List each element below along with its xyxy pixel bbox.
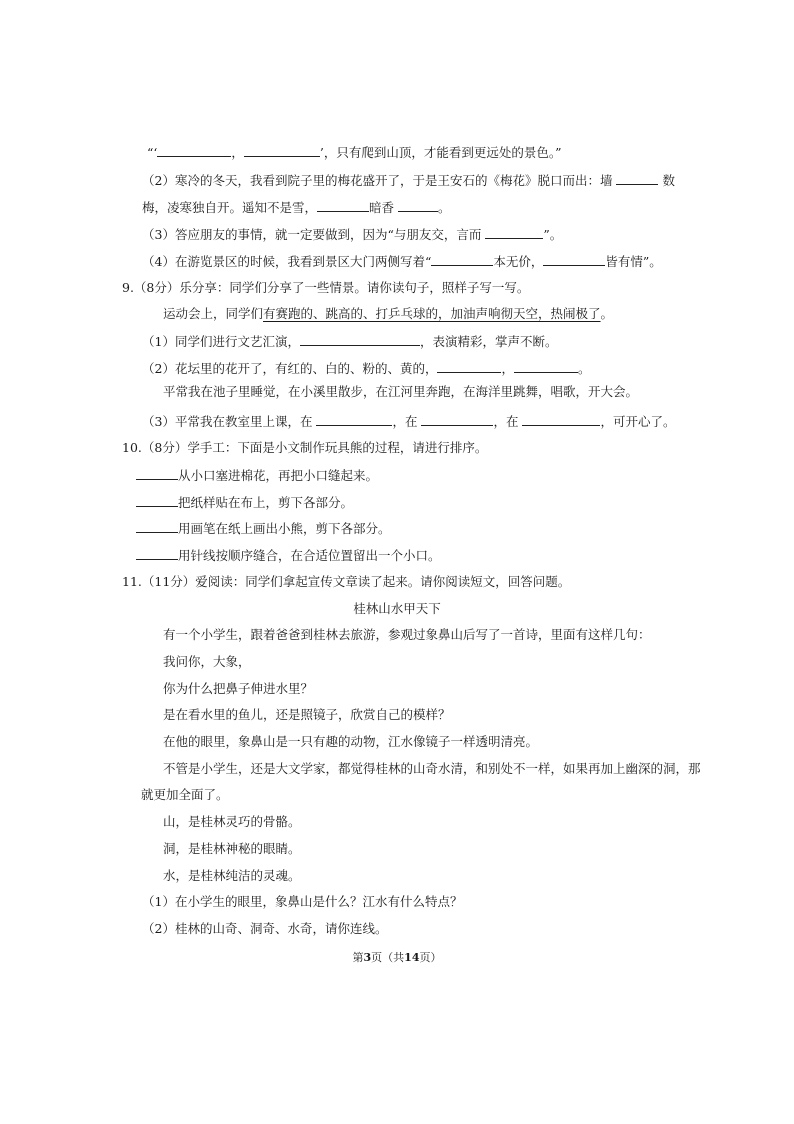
blank[interactable] [157, 144, 231, 157]
q8-line1-open: “‘ [147, 145, 158, 160]
passage-paragraph: 不管是小学生，还是大文学家，都觉得桂林的山奇水清，和别处不一样，如果再加上幽深的洞，那 [163, 761, 701, 776]
q10-step-text: 用画笔在纸上画出小熊，剪下各部分。 [178, 521, 391, 536]
q10-step-text: 把纸样贴在布上，剪下各部分。 [178, 495, 354, 510]
footer-text: 第 [352, 951, 364, 964]
q8-sub4-text: （4）在游览景区的时候，我看到景区大门两侧写着“ [142, 254, 432, 269]
q9-example2: 平常我在池子里睡觉，在小溪里散步，在江河里奔跑，在海洋里跳舞，唱歌，开大会。 [163, 384, 639, 399]
q8-sub4 [142, 253, 662, 270]
q11-title: 11.（11分）爱阅读：同学们拿起宣传文章读了起来。请你阅读短文，回答问题。 [122, 574, 571, 589]
poem-line: 你为什么把鼻子伸进水里？ [163, 681, 314, 696]
q9-sub3-text: ，可开心了。 [600, 414, 676, 429]
q8-sub4-text: 皆有情”。 [605, 254, 662, 269]
q9-sub3-text: ，在 [392, 414, 418, 429]
blank[interactable] [136, 520, 178, 533]
poem-line: 在他的眼里，象鼻山是一只有趣的动物，江水像镜子一样透明清亮。 [163, 734, 539, 749]
q9-sub3 [142, 413, 675, 430]
passage-paragraph: 有一个小学生，跟着爸爸到桂林去旅游，参观过象鼻山后写了一首诗，里面有这样几句： [163, 627, 651, 642]
blank[interactable] [136, 467, 178, 480]
q8-line1-rest: ’，只有爬到山顶，才能看到更远处的景色。” [319, 145, 562, 160]
blank[interactable] [543, 253, 605, 266]
blank[interactable] [136, 494, 178, 507]
q9-example-text: 。 [600, 306, 614, 321]
blank[interactable] [316, 413, 392, 426]
q10-step [136, 547, 441, 564]
passage-line: 洞，是桂林神秘的眼睛。 [163, 841, 301, 856]
q8-sub4-text: 本无价， [493, 254, 544, 269]
q8-line1 [147, 144, 562, 161]
q11-question-2: （2）桂林的山奇、洞奇、水奇，请你连线。 [142, 921, 388, 936]
passage-line: 山，是桂林灵巧的骨骼。 [163, 814, 301, 829]
blank[interactable] [421, 413, 493, 426]
blank[interactable] [300, 333, 420, 346]
q9-sub2-text: （2）花坛里的花开了，有红的、白的、粉的、黄的， [142, 361, 438, 376]
q9-example-underlined: 有赛跑的、跳高的、打乒乓球的，加油声响彻天空，热闹极了 [263, 306, 601, 321]
q9-sub3-text: （3）平常我在教室里上课，在 [142, 414, 313, 429]
blank[interactable] [485, 226, 543, 239]
blank[interactable] [136, 547, 178, 560]
q10-step [136, 520, 391, 537]
q9-sub1-text: ，表演精彩，掌声不断。 [419, 334, 558, 349]
q8-sub2-line2 [142, 199, 451, 216]
poem-line: 是在看水里的鱼儿，还是照镜子，欣赏自己的模样？ [163, 707, 451, 722]
q9-sub1 [142, 333, 557, 350]
q8-sub2-text: 。 [438, 200, 451, 215]
footer-text: 页（共 [371, 951, 405, 964]
total-pages: 14 [404, 951, 420, 964]
q9-sub3-text: ，在 [493, 414, 519, 429]
passage-line: 水，是桂林纯洁的灵魂。 [163, 868, 301, 883]
blank[interactable] [437, 360, 501, 373]
q9-sub2 [142, 360, 591, 377]
q9-sub1-text: （1）同学们进行文艺汇演， [142, 334, 300, 349]
footer-text: 页） [419, 951, 442, 964]
page-footer [0, 950, 794, 966]
q8-sub2-text: （2）寒冷的冬天，我看到院子里的梅花盛开了，于是王安石的《梅花》脱口而出：墙 [142, 173, 613, 188]
q10-step [136, 467, 378, 484]
blank[interactable] [522, 413, 600, 426]
q8-sub2-line1 [142, 172, 675, 189]
q9-sub2-text: 。 [577, 361, 591, 376]
q8-line1-comma: ， [231, 145, 244, 160]
q8-sub2-text: 数 [662, 173, 675, 188]
q10-step-text: 从小口塞进棉花，再把小口缝起来。 [178, 468, 379, 483]
page-number: 3 [363, 951, 372, 964]
q10-title: 10.（8分）学手工：下面是小文制作玩具熊的过程，请进行排序。 [122, 440, 488, 455]
blank[interactable] [398, 199, 438, 212]
q8-sub2-text: 暗香 [369, 200, 395, 215]
q9-sub2-text: ， [501, 361, 514, 376]
passage-title: 桂林山水甲天下 [353, 601, 441, 616]
q8-sub3-text: ”。 [543, 227, 563, 242]
q8-sub3-text: （3）答应朋友的事情，就一定要做到，因为“与朋友交，言而 [142, 227, 482, 242]
q9-title: 9.（8分）乐分享：同学们分享了一些情景。请你读句子，照样子写一写。 [122, 280, 530, 295]
q9-example [163, 306, 613, 322]
blank[interactable] [616, 172, 658, 185]
q8-sub2-text: 梅，凌寒独自开。遥知不是雪， [142, 200, 318, 215]
q10-step [136, 494, 353, 511]
q9-example-text: 运动会上，同学们 [163, 306, 264, 321]
blank[interactable] [514, 360, 578, 373]
passage-paragraph: 就更加全面了。 [141, 787, 229, 802]
q8-sub3 [142, 226, 562, 243]
blank[interactable] [317, 199, 369, 212]
q11-question-1: （1）在小学生的眼里，象鼻山是什么？江水有什么特点？ [142, 894, 463, 909]
poem-line: 我问你，大象， [163, 654, 251, 669]
blank[interactable] [244, 144, 320, 157]
blank[interactable] [431, 253, 493, 266]
q10-step-text: 用针线按顺序缝合，在合适位置留出一个小口。 [178, 548, 441, 563]
